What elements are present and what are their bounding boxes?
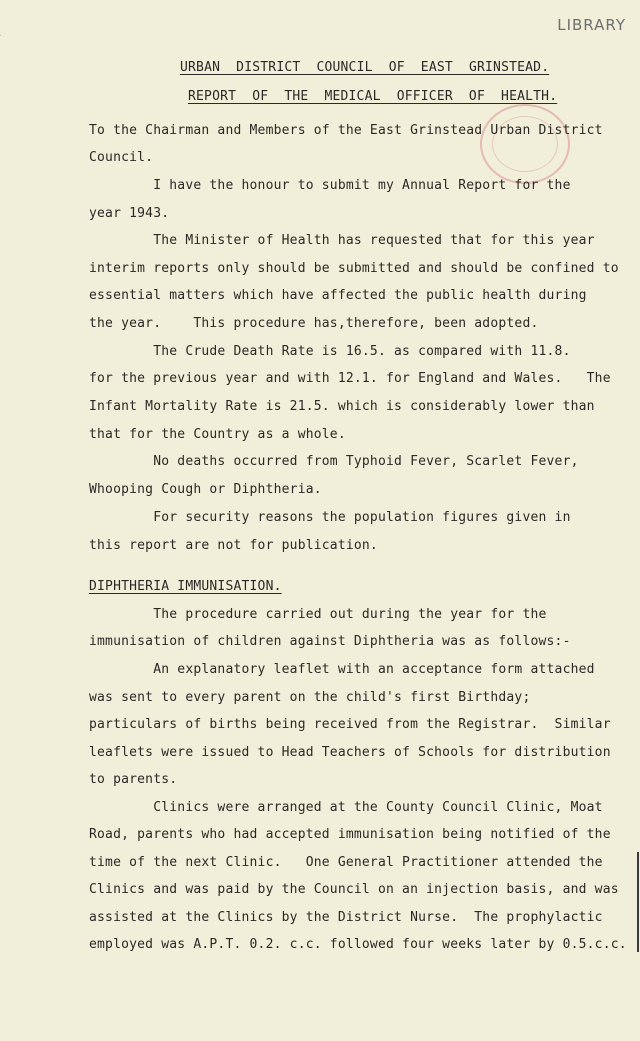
body-line: For security reasons the population figures given in bbox=[89, 510, 571, 525]
page-edge-bar bbox=[637, 852, 639, 952]
section-line: time of the next Clinic. One General Practitioner attended the bbox=[89, 855, 603, 870]
section-line: An explanatory leaflet with an acceptance form attached bbox=[89, 662, 595, 677]
section-line: particulars of births being received from the Registrar. Similar bbox=[89, 717, 611, 732]
section-line: Clinics were arranged at the County Council Clinic, Moat bbox=[89, 800, 603, 815]
body-line: Whooping Cough or Diphtheria. bbox=[89, 482, 322, 497]
body-line: this report are not for publication. bbox=[89, 538, 378, 553]
body-line: No deaths occurred from Typhoid Fever, Scarlet Fever, bbox=[89, 454, 579, 469]
body-line: interim reports only should be submitted and should be confined to bbox=[89, 261, 619, 276]
section-line: Road, parents who had accepted immunisation being notified of the bbox=[89, 827, 611, 842]
body-line: the year. This procedure has,therefore, been adopted. bbox=[89, 316, 539, 331]
body-line: year 1943. bbox=[89, 206, 170, 221]
document-title: URBAN DISTRICT COUNCIL OF EAST GRINSTEAD. bbox=[180, 60, 550, 75]
body-line: I have the honour to submit my Annual Report for the bbox=[89, 178, 571, 193]
section-line: employed was A.P.T. 0.2. c.c. followed four weeks later by 0.5.c.c. bbox=[89, 937, 627, 952]
body-line: Infant Mortality Rate is 21.5. which is considerably lower than bbox=[89, 399, 595, 414]
library-round-stamp bbox=[480, 104, 570, 184]
section-line: assisted at the Clinics by the District Nurse. The prophylactic bbox=[89, 910, 603, 925]
section-line: was sent to every parent on the child's first Birthday; bbox=[89, 690, 531, 705]
section-line: Clinics and was paid by the Council on an injection basis, and was bbox=[89, 882, 619, 897]
library-stamp: LIBRARY bbox=[557, 16, 626, 34]
body-line: Council. bbox=[89, 150, 154, 165]
corner-pencil-mark bbox=[0, 0, 27, 36]
section-line: to parents. bbox=[89, 772, 178, 787]
body-line: for the previous year and with 12.1. for England and Wales. The bbox=[89, 371, 611, 386]
section-line: The procedure carried out during the year for the bbox=[89, 607, 547, 622]
document-subtitle: REPORT OF THE MEDICAL OFFICER OF HEALTH. bbox=[188, 89, 558, 104]
section-line: immunisation of children against Diphtheria was as follows:- bbox=[89, 634, 571, 649]
section-line: leaflets were issued to Head Teachers of Schools for distribution bbox=[89, 745, 611, 760]
body-line: essential matters which have affected the public health during bbox=[89, 288, 587, 303]
body-line: The Minister of Health has requested that for this year bbox=[89, 233, 595, 248]
body-line: The Crude Death Rate is 16.5. as compared with 11.8. bbox=[89, 344, 571, 359]
section-heading: DIPHTHERIA IMMUNISATION. bbox=[89, 579, 282, 594]
body-line: To the Chairman and Members of the East Grinstead Urban District bbox=[89, 123, 603, 138]
body-line: that for the Country as a whole. bbox=[89, 427, 346, 442]
